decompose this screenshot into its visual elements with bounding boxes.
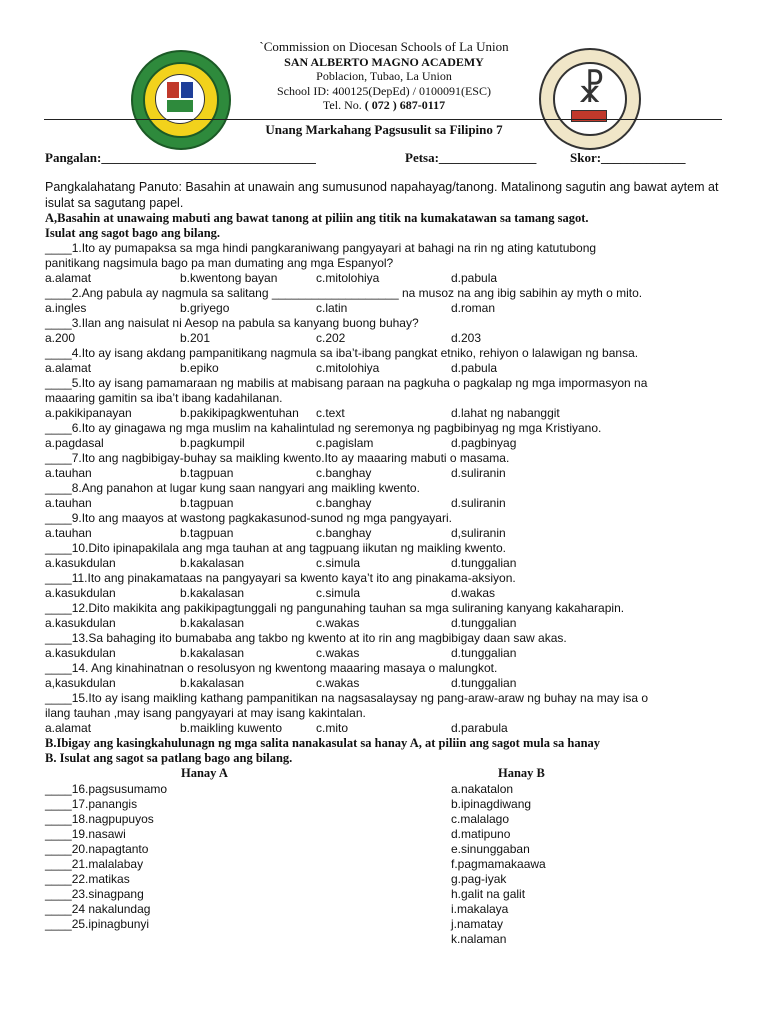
choice-b[interactable]: b.tagpuan — [180, 466, 234, 480]
hanay-a-item[interactable]: ____19.nasawi — [45, 827, 126, 841]
choice-a[interactable]: a.tauhan — [45, 466, 92, 480]
hanay-b-item: k.nalaman — [451, 932, 507, 946]
choice-d[interactable]: d.203 — [451, 331, 482, 345]
question-text-continued: ilang tauhan ,may isang pangyayari at may isang kakintalan. — [45, 706, 366, 720]
choice-a[interactable]: a.pagdasal — [45, 436, 104, 450]
hanay-a-item[interactable]: ____18.nagpupuyos — [45, 812, 154, 826]
question-text: ____13.Sa bahaging ito bumababa ang takbo ng kwento at ito rin ang magbibigay daan saw akas. — [45, 631, 567, 645]
choice-d[interactable]: d.tunggalian — [451, 616, 517, 630]
hanay-b-item: f.pagmamakaawa — [451, 857, 546, 871]
part-a-questions — [45, 241, 725, 736]
student-fields — [45, 150, 725, 168]
question-text: ____1.Ito ay pumapaksa sa mga hindi pangkaraniwang pangyayari at bahagi na rin ng ating katutubong — [45, 241, 597, 255]
matching-row — [45, 797, 725, 812]
matching-row — [45, 782, 725, 797]
choice-c[interactable]: c.simula — [316, 586, 361, 600]
hanay-a-item[interactable]: ____20.napagtanto — [45, 842, 149, 856]
tel-number: ( 072 ) 687-0117 — [364, 98, 446, 112]
question-text: ____12.Dito makikita ang pakikipagtunggali ng pangunahing tauhan sa mga suliraning kanyang kakaharapin. — [45, 601, 625, 615]
commission-seal-logo: ☧ — [539, 48, 641, 150]
answer-choices — [45, 526, 725, 541]
question-text: ____11.Ito ang pinakamataas na pangyayari sa kwento kaya’t ito ang pinakama-aksiyon. — [45, 571, 516, 585]
matching-row — [45, 887, 725, 902]
choice-c[interactable]: c.mitolohiya — [316, 361, 380, 375]
matching-row — [45, 917, 725, 932]
choice-b[interactable]: b.kakalasan — [180, 676, 245, 690]
question-text: ____3.Ilan ang naisulat ni Aesop na pabula sa kanyang buong buhay? — [45, 316, 419, 330]
answer-choices — [45, 676, 725, 691]
matching-row — [45, 902, 725, 917]
score-field[interactable]: Skor:_____________ — [570, 150, 686, 165]
answer-choices — [45, 496, 725, 511]
choice-b[interactable]: b.pagkumpil — [180, 436, 245, 450]
hanay-a-item[interactable]: ____24 nakalundag — [45, 902, 151, 916]
choice-a[interactable]: a.pakikipanayan — [45, 406, 132, 420]
hanay-b-item: b.ipinagdiwang — [451, 797, 532, 811]
choice-b[interactable]: b.tagpuan — [180, 496, 234, 510]
hanay-b-title: Hanay B — [498, 766, 545, 780]
hanay-b-item: a.nakatalon — [451, 782, 514, 796]
choice-c[interactable]: c.wakas — [316, 616, 360, 630]
hanay-b-item: j.namatay — [451, 917, 504, 931]
hanay-a-item[interactable]: ____22.matikas — [45, 872, 130, 886]
question-text-continued: maaaring gamitin sa iba’t ibang kadahilanan. — [45, 391, 283, 405]
choice-c[interactable]: c.wakas — [316, 676, 360, 690]
answer-choices — [45, 466, 725, 481]
part-b-heading: B.Ibigay ang kasingkahulunagn ng mga salita nanakasulat sa hanay A, at piliin ang sagot mula sa hanay — [45, 736, 601, 750]
choice-c[interactable]: c.text — [316, 406, 345, 420]
hanay-b-item: c.malalago — [451, 812, 510, 826]
choice-a[interactable]: a.kasukdulan — [45, 616, 116, 630]
choice-b[interactable]: b.kakalasan — [180, 556, 245, 570]
question-text: ____6.Ito ay ginagawa ng mga muslim na kahalintulad ng seremonya ng pagbibinyag ng mga Kristiyano. — [45, 421, 602, 435]
choice-a[interactable]: a.ingles — [45, 301, 87, 315]
question-text: ____9.Ito ang maayos at wastong pagkakasunod-sunod ng mga pangyayari. — [45, 511, 452, 525]
choice-c[interactable]: c.mito — [316, 721, 349, 735]
choice-a[interactable]: a.alamat — [45, 361, 92, 375]
answer-choices — [45, 406, 725, 421]
tel-label: Tel. No. — [322, 98, 365, 112]
commission-name: `Commission on Diocesan Schools of La Union — [259, 39, 509, 54]
choice-c[interactable]: c.banghay — [316, 466, 372, 480]
letterhead — [0, 40, 768, 113]
choice-b[interactable]: b.201 — [180, 331, 211, 345]
answer-choices — [45, 586, 725, 601]
choice-d[interactable]: d.pabula — [451, 271, 498, 285]
choice-b[interactable]: b.griyego — [180, 301, 230, 315]
answer-choices — [45, 361, 725, 376]
choice-b[interactable]: b.epiko — [180, 361, 219, 375]
hanay-a-item[interactable]: ____16.pagsusumamo — [45, 782, 168, 796]
choice-c[interactable]: c.mitolohiya — [316, 271, 380, 285]
hanay-b-item: e.sinunggaban — [451, 842, 530, 856]
matching-row — [45, 857, 725, 872]
choice-c[interactable]: c.202 — [316, 331, 346, 345]
choice-d[interactable]: d.tunggalian — [451, 676, 517, 690]
answer-choices — [45, 556, 725, 571]
matching-row — [45, 827, 725, 842]
choice-b[interactable]: b.kakalasan — [180, 616, 245, 630]
hanay-a-item[interactable]: ____17.panangis — [45, 797, 138, 811]
matching-column-headers — [45, 766, 725, 782]
hanay-a-item[interactable]: ____25.ipinagbunyi — [45, 917, 150, 931]
choice-b[interactable]: b.tagpuan — [180, 526, 234, 540]
part-a-heading: A,Basahin at unawaing mabuti ang bawat tanong at piliin ang titik na kumakatawan sa tamang sagot. — [45, 211, 589, 225]
choice-a[interactable]: a.kasukdulan — [45, 586, 116, 600]
choice-a[interactable]: a.alamat — [45, 721, 92, 735]
choice-d[interactable]: d.pagbinyag — [451, 436, 517, 450]
choice-d[interactable]: d.lahat ng nabanggit — [451, 406, 560, 420]
question-text: ____2.Ang pabula ay nagmula sa salitang ___________________ na musoz na ang ibig sabihin ay myth o mito. — [45, 286, 643, 300]
choice-a[interactable]: a.tauhan — [45, 496, 92, 510]
choice-a[interactable]: a.tauhan — [45, 526, 92, 540]
choice-a[interactable]: a.kasukdulan — [45, 646, 116, 660]
hanay-b-item: h.galit na galit — [451, 887, 526, 901]
choice-d[interactable]: d.suliranin — [451, 496, 506, 510]
choice-c[interactable]: c.banghay — [316, 526, 372, 540]
answer-choices — [45, 646, 725, 661]
answer-choices — [45, 616, 725, 631]
choice-d[interactable]: d.parabula — [451, 721, 508, 735]
choice-d[interactable]: d,suliranin — [451, 526, 506, 540]
choice-d[interactable]: d.suliranin — [451, 466, 506, 480]
answer-choices — [45, 301, 725, 316]
school-name: SAN ALBERTO MAGNO ACADEMY — [284, 54, 484, 69]
choice-b[interactable]: b.kakalasan — [180, 586, 245, 600]
school-address: Poblacion, Tubao, La Union — [316, 69, 452, 83]
choice-d[interactable]: d.wakas — [451, 586, 496, 600]
choice-b[interactable]: b.maikling kuwento — [180, 721, 283, 735]
answer-choices — [45, 721, 725, 736]
question-text: ____8.Ang panahon at lugar kung saan nangyari ang maikling kwento. — [45, 481, 420, 495]
choice-c[interactable]: c.banghay — [316, 496, 372, 510]
choice-a[interactable]: a,kasukdulan — [45, 676, 116, 690]
answer-choices — [45, 436, 725, 451]
hanay-b-item: i.makalaya — [451, 902, 509, 916]
question-text: ____14. Ang kinahinatnan o resolusyon ng kwentong maaaring masaya o malungkot. — [45, 661, 498, 675]
part-a-subheading: Isulat ang sagot bago ang bilang. — [45, 226, 221, 240]
hanay-a-title: Hanay A — [181, 766, 228, 780]
answer-choices — [45, 271, 725, 286]
exam-title: Unang Markahang Pagsusulit sa Filipino 7 — [265, 122, 503, 137]
general-instructions: Pangkalahatang Panuto: Basahin at unawain ang sumusunod napahayag/tanong. Matalinong sagutin ang bawat aytem at isulat sa sagutang papel. — [45, 180, 719, 210]
choice-c[interactable]: c.latin — [316, 301, 348, 315]
choice-d[interactable]: d.pabula — [451, 361, 498, 375]
choice-b[interactable]: b.kwentong bayan — [180, 271, 278, 285]
school-id: School ID: 400125(DepEd) / 0100091(ESC) — [277, 83, 491, 98]
choice-c[interactable]: c.pagislam — [316, 436, 374, 450]
matching-row — [45, 872, 725, 887]
hanay-b-item: d.matipuno — [451, 827, 511, 841]
exam-body — [45, 179, 725, 947]
choice-d[interactable]: d.tunggalian — [451, 556, 517, 570]
choice-a[interactable]: a.alamat — [45, 271, 92, 285]
choice-c[interactable]: c.simula — [316, 556, 361, 570]
hanay-a-item[interactable]: ____21.malalabay — [45, 857, 144, 871]
matching-items — [45, 782, 725, 947]
question-text: ____10.Dito ipinapakilala ang mga tauhan at ang tagpuang iikutan ng maikling kwento. — [45, 541, 506, 555]
hanay-b-item: g.pag-iyak — [451, 872, 507, 886]
question-text: ____5.Ito ay isang pamamaraan ng mabilis at mabisang paraan na pagkuha o pagkalap ng mga impormasyon na — [45, 376, 648, 390]
hanay-a-item[interactable]: ____23.sinagpang — [45, 887, 144, 901]
question-text: ____4.Ito ay isang akdang pampanitikang nagmula sa iba’t-ibang pangkat etniko, rehiyon o lalawigan ng bansa. — [45, 346, 639, 360]
choice-b[interactable]: b.kakalasan — [180, 646, 245, 660]
choice-a[interactable]: a.kasukdulan — [45, 556, 116, 570]
matching-row — [45, 812, 725, 827]
matching-row — [45, 932, 725, 947]
question-text: ____15.Ito ay isang maikling kathang pampanitikan na nagsasalaysay ng pang-araw-araw ng buhay na may isa o — [45, 691, 649, 705]
date-field[interactable]: Petsa:_______________ — [405, 150, 537, 165]
answer-choices — [45, 331, 725, 346]
part-b-subheading: B. Isulat ang sagot sa patlang bago ang bilang. — [45, 751, 293, 765]
header-divider — [44, 119, 722, 120]
choice-c[interactable]: c.wakas — [316, 646, 360, 660]
choice-b[interactable]: b.pakikipagkwentuhan — [180, 406, 299, 420]
matching-row — [45, 842, 725, 857]
choice-a[interactable]: a.200 — [45, 331, 76, 345]
name-field[interactable]: Pangalan:_________________________________ — [45, 150, 316, 165]
choice-d[interactable]: d.tunggalian — [451, 646, 517, 660]
choice-d[interactable]: d.roman — [451, 301, 496, 315]
question-text-continued: panitikang nagsimula bago pa man dumating ang mga Espanyol? — [45, 256, 394, 270]
telephone — [0, 98, 768, 113]
question-text: ____7.Ito ang nagbibigay-buhay sa maikling kwento.Ito ay maaaring mabuti o masama. — [45, 451, 510, 465]
